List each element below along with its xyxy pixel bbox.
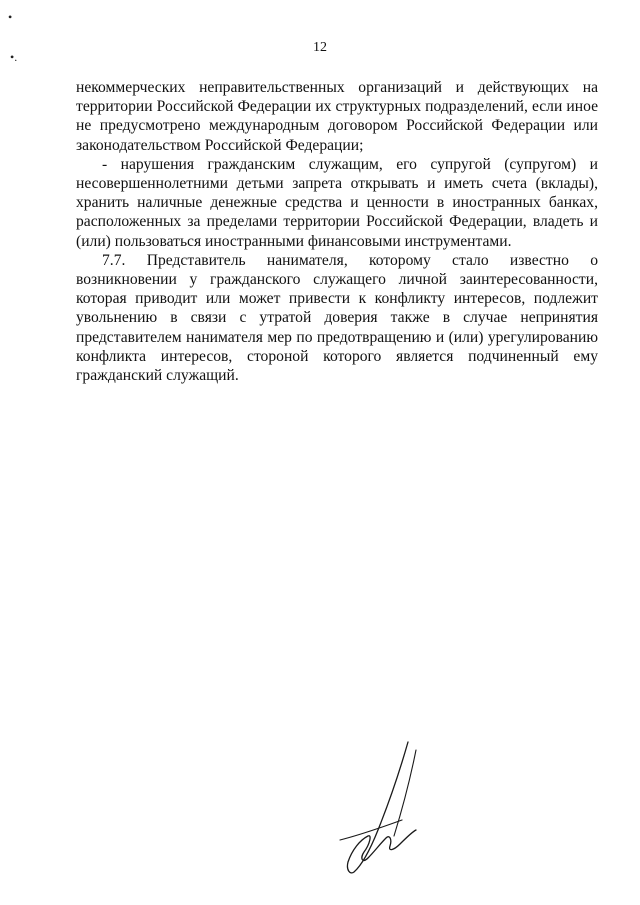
scan-speck: •. (10, 50, 18, 64)
page-number: 12 (313, 40, 327, 55)
paragraph-section-7-7: 7.7. Представитель нанимателя, которому стало известно о возникновении у гражданского служащего личной заинтересованности, которая приводит или может привести к конфликту интересов, подлежит увольнению в связи с утратой доверия также в случае непринятия представителем нанимателя мер по предотвращению и (или) урегулированию конфликта интересов, стороной которого является подчиненный ему гражданский служащий. (76, 251, 598, 385)
scan-speck: • (8, 10, 13, 24)
paragraph-violation-item: - нарушения гражданским служащим, его супругой (супругом) и несовершеннолетними детьми запрета открывать и иметь счета (вклады), хранить наличные денежные средства и ценности в иностранных банках, расположенных за пределами территории Российской Федерации, владеть и (или) пользоваться иностранными финансовыми инструментами. (76, 155, 598, 250)
handwritten-signature (320, 740, 440, 880)
document-body (76, 78, 598, 385)
paragraph-continuation: некоммерческих неправительственных организаций и действующих на территории Российской Федерации их структурных подразделений, если иное не предусмотрено международным договором Российской Федерации или законодательством Российской Федерации; (76, 79, 598, 154)
